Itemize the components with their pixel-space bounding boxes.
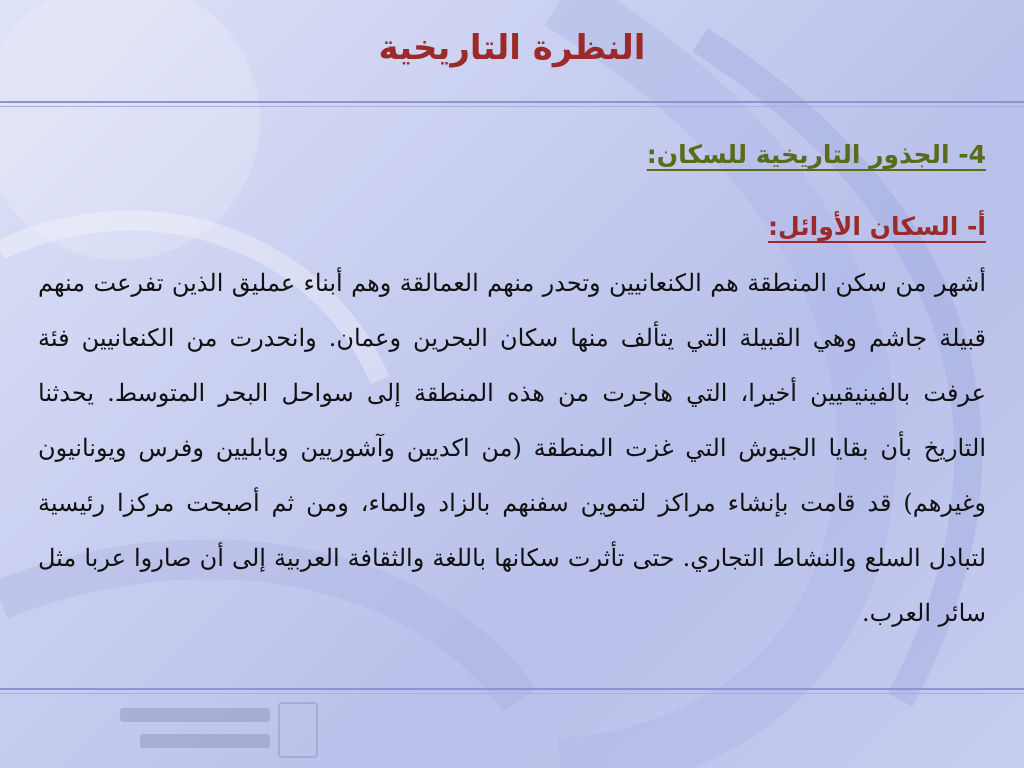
slide-title: النظرة التاريخية xyxy=(378,28,646,68)
section-heading: 4- الجذور التاريخية للسكان: xyxy=(646,140,986,169)
divider-top-thin xyxy=(0,106,1024,107)
divider-bottom xyxy=(0,688,1024,690)
body-paragraph: أشهر من سكن المنطقة هم الكنعانيين وتحدر منهم العمالقة وهم أبناء عمليق الذين تفرعت منهم قبيلة جاشم وهي القبيلة التي يتألف منها سكان البحرين وعمان. وانحدرت من الكنعانيين فئة عرفت بالفينيقيين أخيرا، التي هاجرت من هذه المنطقة إلى سواحل البحر المتوسط. يحدثنا التاريخ بأن بقايا الجيوش التي غزت المنطقة (من اكديين وآشوريين وبابليين وفرس ويونانيون وغيرهم) قد قامت بإنشاء مراكز لتموين سفنهم بالزاد والماء، ومن ثم أصبحت مركزا رئيسية لتبادل السلع والنشاط التجاري. حتى تأثرت سكانها باللغة والثقافة العربية إلى أن صاروا عربا مثل سائر العرب. xyxy=(38,269,986,627)
divider-top xyxy=(0,101,1024,103)
divider-bottom-thin xyxy=(0,693,1024,694)
logo-text-line xyxy=(140,734,270,748)
footer-logo xyxy=(60,700,330,762)
logo-text-line xyxy=(120,708,270,722)
university-emblem-icon xyxy=(278,702,318,758)
subsection-heading: أ- السكان الأوائل: xyxy=(767,212,986,241)
